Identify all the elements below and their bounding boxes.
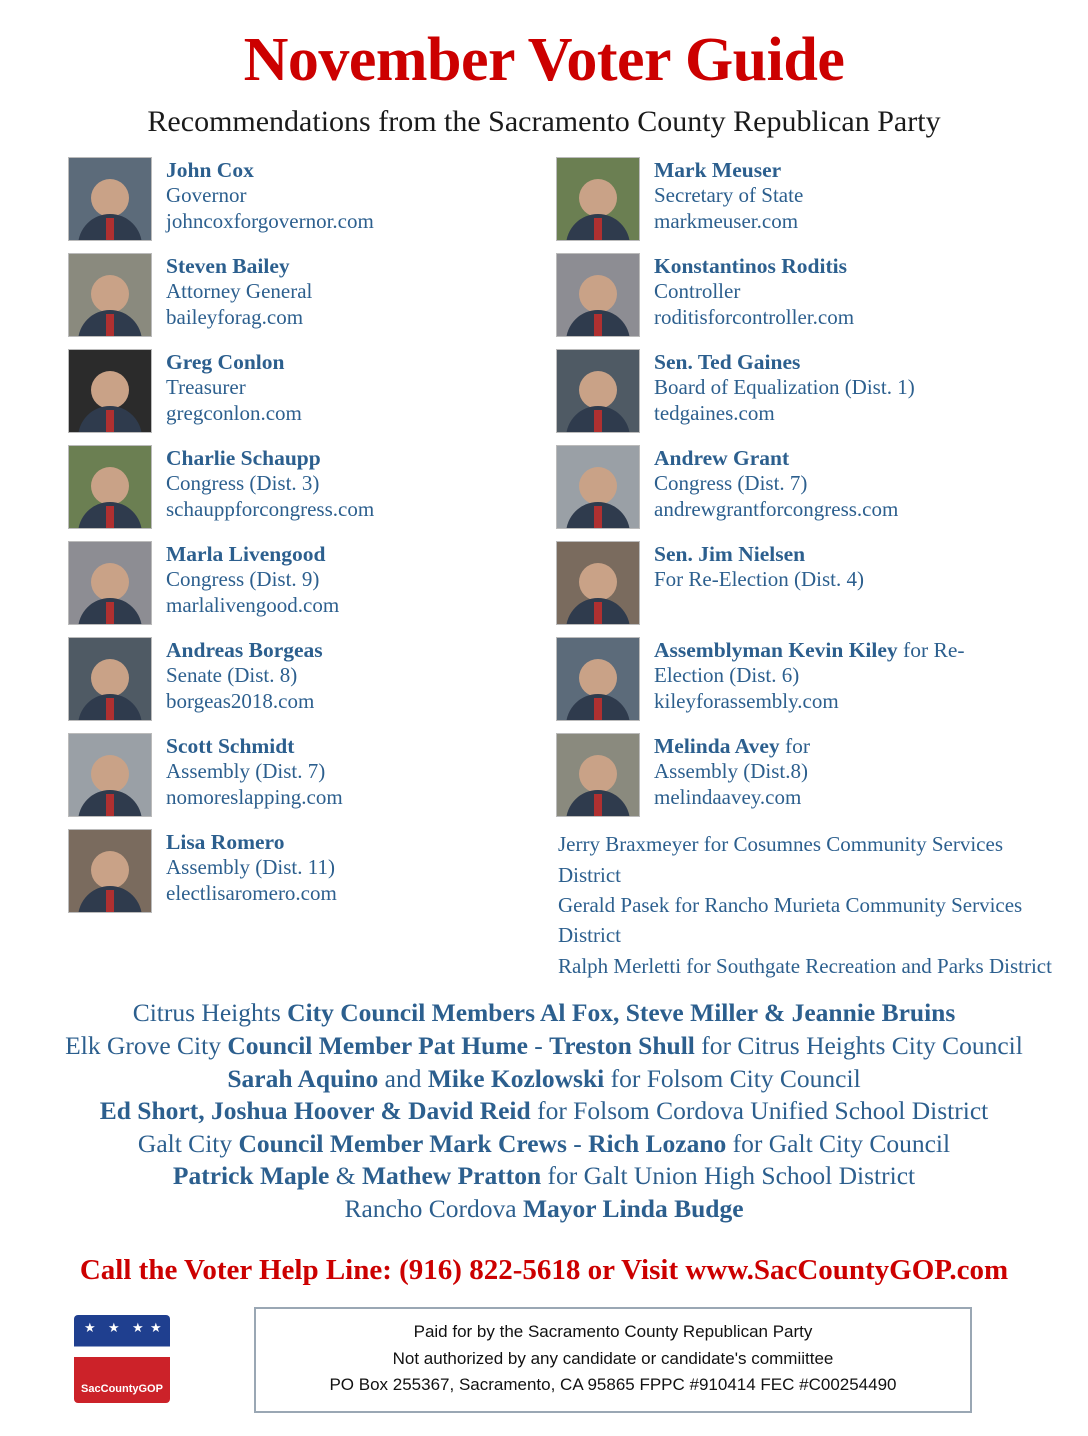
candidate-info [152, 445, 374, 522]
candidate-office: Board of Equalization (Dist. 1) [654, 375, 915, 400]
candidate-website[interactable]: schauppforcongress.com [166, 496, 375, 521]
candidate-office: Election (Dist. 6) [654, 663, 800, 688]
local-endorsement-line [26, 997, 1062, 1030]
candidate-name: Andreas Borgeas [166, 638, 323, 663]
candidate-website[interactable]: gregconlon.com [166, 400, 302, 425]
candidate-info [640, 349, 915, 426]
candidate-website[interactable]: baileyforag.com [166, 304, 304, 329]
candidate-photo [68, 253, 152, 337]
candidate-website[interactable]: melindaavey.com [654, 784, 802, 809]
local-endorsement-line [26, 1128, 1062, 1161]
local-endorsement-segment: for Galt Union High School District [541, 1161, 916, 1191]
candidate-office: For Re-Election (Dist. 4) [654, 567, 864, 592]
candidate-office: Secretary of State [654, 183, 804, 208]
candidate-info [152, 829, 337, 906]
district-endorsements [556, 829, 1056, 981]
local-endorsement-segment: Treston Shull [549, 1030, 695, 1060]
candidate-photo [68, 349, 152, 433]
page-title: November Voter Guide [243, 26, 845, 94]
candidate-entry [556, 445, 1056, 529]
candidate-name: Konstantinos Roditis [654, 254, 847, 279]
candidate-office: Senate (Dist. 8) [166, 663, 298, 688]
local-endorsements [26, 997, 1062, 1225]
candidate-name: Marla Livengood [166, 542, 326, 567]
candidate-website[interactable]: roditisforcontroller.com [654, 304, 855, 329]
candidate-website[interactable]: electlisaromero.com [166, 880, 337, 905]
disclaimer-box [254, 1307, 972, 1412]
candidate-info [640, 733, 810, 810]
candidate-entry [68, 349, 534, 433]
candidate-website[interactable]: borgeas2018.com [166, 688, 315, 713]
candidate-column-left [26, 157, 544, 981]
candidate-name-suffix: for Re- [897, 638, 965, 663]
candidate-website[interactable]: markmeuser.com [654, 208, 799, 233]
candidate-entry [556, 157, 1056, 241]
candidate-column-right [544, 157, 1062, 981]
candidate-info [152, 253, 312, 330]
page-subtitle: Recommendations from the Sacramento County Republican Party [147, 105, 941, 139]
candidate-name: Sen. Ted Gaines [654, 350, 801, 375]
candidate-info [152, 637, 323, 714]
local-endorsement-segment: Galt City [137, 1128, 239, 1158]
elephant-icon: ★ ★ ★ ★ SacCountyGOP [74, 1315, 170, 1403]
candidate-office: Governor [166, 183, 247, 208]
local-endorsement-segment: Ed Short, Joshua Hoover & David Reid [99, 1096, 531, 1126]
candidate-info [640, 253, 854, 330]
candidate-info [152, 157, 374, 234]
candidate-info [640, 445, 898, 522]
candidate-name: Melinda Avey [654, 734, 780, 759]
candidate-entry [68, 637, 534, 721]
candidate-name-suffix: for [779, 734, 811, 759]
candidate-website[interactable]: johncoxforgovernor.com [166, 208, 374, 233]
candidate-photo [556, 541, 640, 625]
local-endorsement-segment: - [566, 1128, 589, 1158]
local-endorsement-segment: for Folsom Cordova Unified School District [530, 1096, 989, 1126]
candidate-columns [26, 157, 1062, 981]
local-endorsement-segment: Mike Kozlowski [427, 1063, 605, 1093]
candidate-info [640, 541, 864, 593]
disclaimer-line-1: Paid for by the Sacramento County Republican Party [413, 1322, 813, 1342]
candidate-entry [68, 157, 534, 241]
candidate-entry [68, 253, 534, 337]
candidate-website[interactable]: marlalivengood.com [166, 592, 340, 617]
local-endorsement-line [26, 1030, 1062, 1063]
local-endorsement-segment: Mayor Linda Budge [522, 1194, 744, 1224]
candidate-entry [556, 541, 1056, 625]
local-endorsement-segment: for Folsom City Council [604, 1063, 861, 1093]
candidate-website[interactable]: nomoreslapping.com [166, 784, 343, 809]
candidate-office: Assembly (Dist. 11) [166, 855, 335, 880]
local-endorsement-segment: for Galt City Council [726, 1128, 951, 1158]
local-endorsement-segment: Patrick Maple [172, 1161, 330, 1191]
local-endorsement-segment: Council Member Mark Crews [238, 1128, 567, 1158]
candidate-info [640, 637, 965, 714]
candidate-website[interactable]: andrewgrantforcongress.com [654, 496, 899, 521]
candidate-name: Mark Meuser [654, 158, 782, 183]
local-endorsement-line [26, 1063, 1062, 1096]
local-endorsement-segment: for Citrus Heights City Council [694, 1030, 1023, 1060]
candidate-name: Lisa Romero [166, 830, 285, 855]
candidate-website[interactable]: kileyforassembly.com [654, 688, 839, 713]
candidate-office: Controller [654, 279, 741, 304]
candidate-photo [556, 733, 640, 817]
candidate-photo [556, 157, 640, 241]
candidate-photo [556, 349, 640, 433]
candidate-entry [556, 733, 1056, 817]
disclaimer-line-2: Not authorized by any candidate or candidate's commiittee [392, 1348, 834, 1368]
local-endorsement-line [26, 1193, 1062, 1226]
candidate-name: Greg Conlon [166, 350, 285, 375]
candidate-entry [68, 445, 534, 529]
candidate-entry [68, 541, 534, 625]
local-endorsement-line [26, 1160, 1062, 1193]
candidate-photo [68, 829, 152, 913]
candidate-photo [68, 637, 152, 721]
candidate-entry [68, 733, 534, 817]
candidate-name: Steven Bailey [166, 254, 290, 279]
candidate-photo [68, 445, 152, 529]
candidate-entry [556, 349, 1056, 433]
candidate-entry [556, 637, 1056, 721]
logo-text: SacCountyGOP [81, 1383, 163, 1395]
voter-help-line: Call the Voter Help Line: (916) 822-5618 or Visit www.SacCountyGOP.com [79, 1253, 1009, 1286]
candidate-info [152, 733, 343, 810]
candidate-photo [68, 157, 152, 241]
candidate-info [152, 349, 302, 426]
voter-guide-page [0, 28, 1088, 1436]
candidate-photo [68, 733, 152, 817]
local-endorsement-segment: and [378, 1063, 428, 1093]
local-endorsement-segment: City Council Members Al Fox, Steve Miller & Jeannie Bruins [287, 998, 956, 1028]
candidate-website[interactable]: tedgaines.com [654, 400, 775, 425]
candidate-office: Treasurer [166, 375, 246, 400]
district-endorsement-line: Jerry Braxmeyer for Cosumnes Community Services District [558, 832, 1003, 887]
local-endorsement-line [26, 1095, 1062, 1128]
candidate-name: Charlie Schaupp [166, 446, 321, 471]
party-logo [68, 1311, 176, 1409]
candidate-name: John Cox [166, 158, 254, 183]
local-endorsement-segment: Citrus Heights [132, 998, 288, 1028]
local-endorsement-segment: Mathew Pratton [361, 1161, 542, 1191]
local-endorsement-segment: Council Member Pat Hume [227, 1030, 528, 1060]
candidate-photo [556, 637, 640, 721]
candidate-office: Congress (Dist. 7) [654, 471, 808, 496]
candidate-office: Assembly (Dist.8) [654, 759, 808, 784]
candidate-name: Assemblyman Kevin Kiley [654, 638, 898, 663]
candidate-info [640, 157, 803, 234]
candidate-name: Sen. Jim Nielsen [654, 542, 806, 567]
candidate-name: Andrew Grant [654, 446, 790, 471]
local-endorsement-segment: Rich Lozano [588, 1128, 727, 1158]
candidate-entry [68, 829, 534, 913]
candidate-office: Attorney General [166, 279, 313, 304]
disclaimer-line-3: PO Box 255367, Sacramento, CA 95865 FPPC #910414 FEC #C00254490 [329, 1375, 897, 1395]
local-endorsement-segment: & [329, 1161, 362, 1191]
candidate-info [152, 541, 339, 618]
candidate-photo [556, 445, 640, 529]
candidate-photo [556, 253, 640, 337]
district-endorsement-line: Ralph Merletti for Southgate Recreation and Parks District [558, 953, 1052, 978]
candidate-name: Scott Schmidt [166, 734, 295, 759]
local-endorsement-segment: Elk Grove City [65, 1030, 228, 1060]
local-endorsement-segment: - [527, 1030, 550, 1060]
candidate-photo [68, 541, 152, 625]
candidate-office: Congress (Dist. 9) [166, 567, 320, 592]
local-endorsement-segment: Rancho Cordova [344, 1194, 523, 1224]
candidate-office: Assembly (Dist. 7) [166, 759, 326, 784]
candidate-office: Congress (Dist. 3) [166, 471, 320, 496]
district-endorsement-line: Gerald Pasek for Rancho Murieta Community Services District [558, 892, 1023, 948]
local-endorsement-segment: Sarah Aquino [227, 1063, 379, 1093]
candidate-entry [556, 253, 1056, 337]
footer [26, 1308, 1062, 1412]
